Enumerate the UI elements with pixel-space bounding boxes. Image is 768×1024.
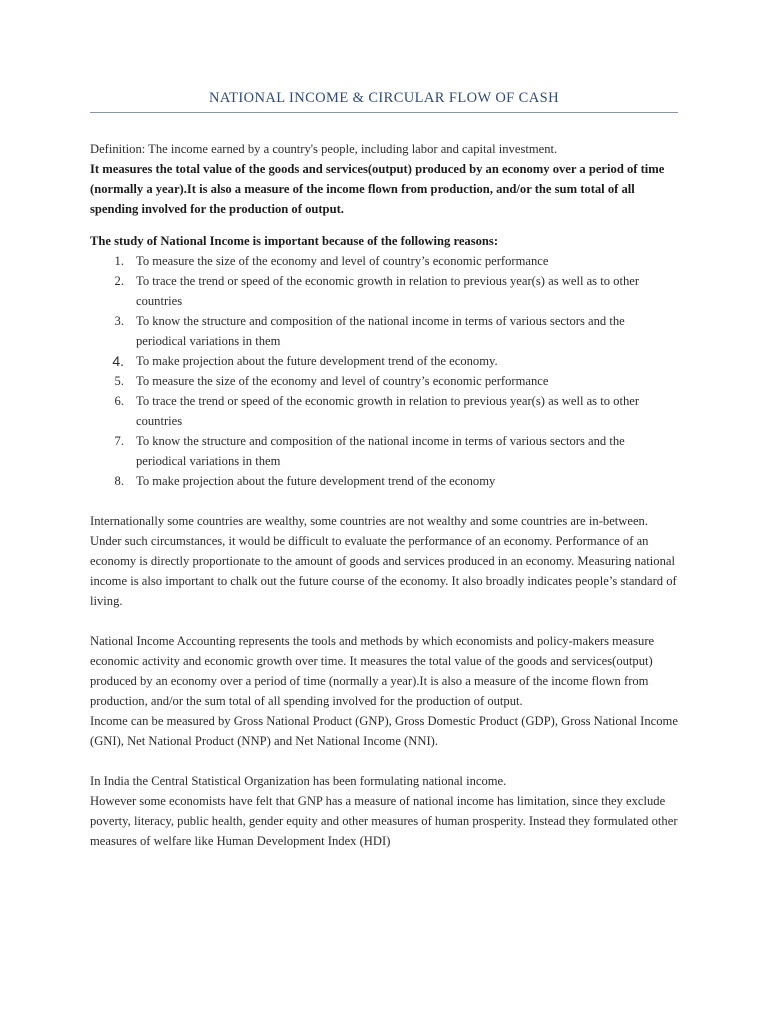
- list-number: 6.: [114, 394, 124, 408]
- list-number: 2.: [114, 274, 124, 288]
- list-item: [90, 431, 678, 471]
- reasons-heading: The study of National Income is important because of the following reasons:: [90, 234, 499, 248]
- list-number: 1.: [114, 254, 124, 268]
- definition-bold-text: It measures the total value of the goods and services(output) produced by an economy over a period of time (normally a year).It is also a measure of the income flown from production, and/or the sum total of all spending involved for the production of output.: [90, 162, 665, 216]
- reasons-list: [90, 251, 678, 491]
- list-item: [90, 391, 678, 431]
- list-number: 3.: [114, 314, 124, 328]
- document-body: [90, 139, 678, 851]
- list-item-text: To know the structure and composition of the national income in terms of various sectors and the periodical variations in them: [136, 314, 625, 348]
- list-item-text: To know the structure and composition of the national income in terms of various sectors and the periodical variations in them: [136, 434, 625, 468]
- list-item-text: To measure the size of the economy and level of country’s economic performance: [136, 254, 549, 268]
- list-number: 4.: [112, 353, 124, 369]
- list-item-text: To trace the trend or speed of the economic growth in relation to previous year(s) as well as to other countries: [136, 274, 640, 308]
- list-number: 8.: [114, 474, 124, 488]
- list-number: 7.: [114, 434, 124, 448]
- list-item: [90, 371, 678, 391]
- paragraph-measures: Income can be measured by Gross National Product (GNP), Gross Domestic Product (GDP), Gross National Income (GNI), Net National Product (NNP) and Net National Income (NNI).: [90, 714, 678, 748]
- list-item-text: To make projection about the future development trend of the economy: [136, 474, 496, 488]
- list-number: 5.: [114, 374, 124, 388]
- list-item-text: To measure the size of the economy and level of country’s economic performance: [136, 374, 549, 388]
- list-item-text: To trace the trend or speed of the economic growth in relation to previous year(s) as well as to other countries: [136, 394, 640, 428]
- paragraph-accounting: National Income Accounting represents the tools and methods by which economists and policy-makers measure economic activity and economic growth over time. It measures the total value of the goods and services(output) produced by an economy over a period of time (normally a year).It is also a measure of the income flown from production, and/or the sum total of all spending involved for the production of output.: [90, 634, 655, 708]
- paragraph-india: In India the Central Statistical Organization has been formulating national income.: [90, 774, 507, 788]
- definition-text: Definition: The income earned by a country's people, including labor and capital investment.: [90, 142, 558, 156]
- list-item-text: To make projection about the future development trend of the economy.: [136, 354, 498, 368]
- paragraph-limitation: However some economists have felt that GNP has a measure of national income has limitation, since they exclude poverty, literacy, public health, gender equity and other measures of human prosperity. Instead they formulated other measures of welfare like Human Development Index (HDI): [90, 794, 678, 848]
- list-item: [90, 311, 678, 351]
- list-item: [90, 271, 678, 311]
- list-item: [90, 471, 678, 491]
- paragraph-wealth: Internationally some countries are wealthy, some countries are not wealthy and some countries are in-between. Under such circumstances, it would be difficult to evaluate the performance of an economy. Performance of an economy is directly proportionate to the amount of goods and services produced in an economy. Measuring national income is also important to chalk out the future course of the economy. It also broadly indicates people’s standard of living.: [90, 514, 677, 608]
- list-item: [90, 251, 678, 271]
- title-divider: [90, 112, 678, 113]
- list-item: [90, 351, 678, 371]
- page-title: NATIONAL INCOME & CIRCULAR FLOW OF CASH: [209, 90, 559, 106]
